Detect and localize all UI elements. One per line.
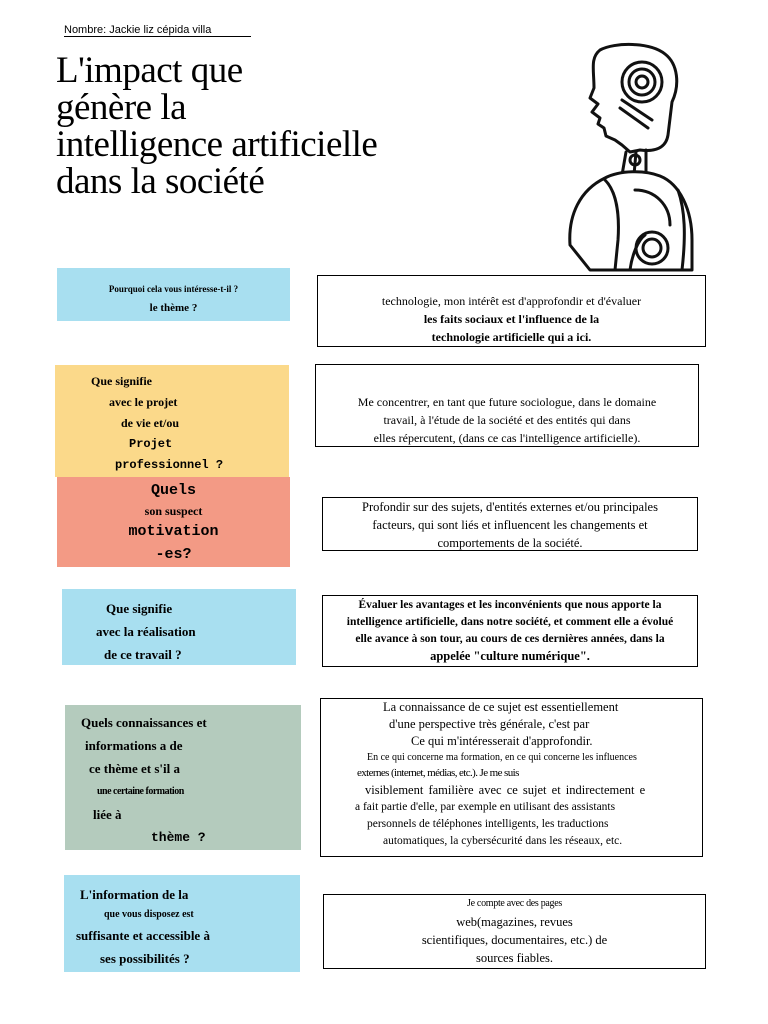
question-6-line-4: ses possibilités ? (100, 951, 190, 966)
question-3-line-1: Quels (150, 482, 196, 499)
question-5-line-3: ce thème et s'il a (89, 761, 180, 776)
answer-5-line-1: La connaissance de ce sujet est essentiellement (383, 700, 619, 714)
question-box-1 (57, 268, 290, 321)
answer-box-4 (322, 595, 698, 667)
answer-6-line-4: sources fiables. (475, 951, 554, 965)
question-4-line-2: avec la réalisation (96, 624, 196, 639)
answer-5-line-6: visiblement familière avec ce sujet et indirectement e (365, 783, 646, 797)
question-2-line-1: Que signifie (91, 374, 153, 388)
robot-head-icon (560, 40, 700, 275)
question-3-line-2: son suspect (144, 504, 203, 518)
question-5-line-4: une certaine formation (97, 786, 184, 797)
question-box-6 (64, 875, 300, 972)
question-1-line-2: le thème ? (149, 302, 198, 314)
page-title (56, 52, 377, 200)
answer-5-line-2: d'une perspective très générale, c'est par (389, 717, 590, 731)
question-box-5 (65, 705, 301, 850)
answer-5-line-7: a fait partie d'elle, par exemple en utilisant des assistants (355, 801, 616, 813)
answer-5-line-8: personnels de téléphones intelligents, les traductions (367, 818, 609, 830)
question-6-line-2: que vous disposez est (104, 909, 194, 920)
question-5-line-1: Quels connaissances et (81, 715, 207, 730)
answer-4-line-3: elle avance à son tour, au cours de ces dernières années, dans la (355, 633, 665, 645)
question-5-line-2: informations a de (85, 738, 183, 753)
answer-box-1 (317, 275, 706, 347)
answer-2-line-1: Me concentrer, en tant que future sociologue, dans le domaine (357, 395, 657, 409)
question-6-line-3: suffisante et accessible à (76, 928, 210, 943)
question-box-4 (62, 589, 296, 665)
question-5-line-6: thème ? (151, 830, 206, 845)
answer-5-line-4: En ce qui concerne ma formation, en ce qui concerne les influences (367, 752, 637, 763)
question-3-line-4: -es? (155, 546, 192, 563)
answer-1-line-3: technologie artificielle qui a ici. (431, 330, 592, 344)
question-box-2 (55, 365, 289, 477)
question-2-line-3: de vie et/ou (121, 416, 179, 430)
answer-3-line-1: Profondir sur des sujets, d'entités externes et/ou principales (362, 500, 658, 514)
answer-box-6 (323, 894, 706, 969)
answer-box-5 (320, 698, 703, 857)
answer-5-line-5: externes (internet, médias, etc.). Je me suis (357, 767, 519, 779)
student-name: Nombre: Jackie liz cépida villa (64, 24, 251, 37)
answer-5-line-9: automatiques, la cybersécurité dans les réseaux, etc. (383, 835, 623, 847)
answer-2-line-3: elles répercutent, (dans ce cas l'intelligence artificielle). (373, 431, 641, 445)
answer-6-line-2: web(magazines, revues (456, 915, 573, 929)
answer-6-line-3: scientifiques, documentaires, etc.) de (421, 933, 608, 947)
question-6-line-1: L'information de la (80, 887, 189, 902)
answer-5-line-3: Ce qui m'intéresserait d'approfondir. (411, 734, 593, 748)
answer-6-line-1: Je compte avec des pages (467, 898, 562, 909)
answer-3-line-3: comportements de la société. (437, 536, 583, 550)
answer-4-line-1: Évaluer les avantages et les inconvénients que nous apporte la (358, 599, 662, 611)
question-2-line-2: avec le projet (109, 395, 178, 409)
title-line-3: intelligence artificielle (56, 124, 378, 165)
answer-4-line-4: appelée "culture numérique". (430, 649, 590, 663)
question-box-3 (57, 477, 290, 567)
answer-1-line-1: technologie, mon intérêt est d'approfondir et d'évaluer (381, 294, 642, 308)
question-1-line-1: Pourquoi cela vous intéresse-t-il ? (108, 284, 239, 294)
question-3-line-3: motivation (128, 523, 219, 540)
answer-box-3 (322, 497, 698, 551)
question-4-line-3: de ce travail ? (104, 647, 182, 662)
title-line-2: génère la (56, 87, 187, 128)
title-line-4: dans la société (56, 161, 265, 202)
title-line-1: L'impact que (56, 50, 243, 91)
question-2-line-5: professionnel ? (115, 458, 224, 472)
answer-1-line-2: les faits sociaux et l'influence de la (423, 312, 600, 326)
answer-2-line-2: travail, à l'étude de la société et des entités qui dans (383, 413, 631, 427)
question-2-line-4: Projet (129, 437, 173, 451)
answer-3-line-2: facteurs, qui sont liés et influencent les changements et (372, 518, 648, 532)
answer-box-2 (315, 364, 699, 447)
question-5-line-5: liée à (93, 807, 122, 822)
answer-4-line-2: intelligence artificielle, dans notre société, et comment elle a évolué (346, 616, 674, 628)
question-4-line-1: Que signifie (106, 601, 173, 616)
